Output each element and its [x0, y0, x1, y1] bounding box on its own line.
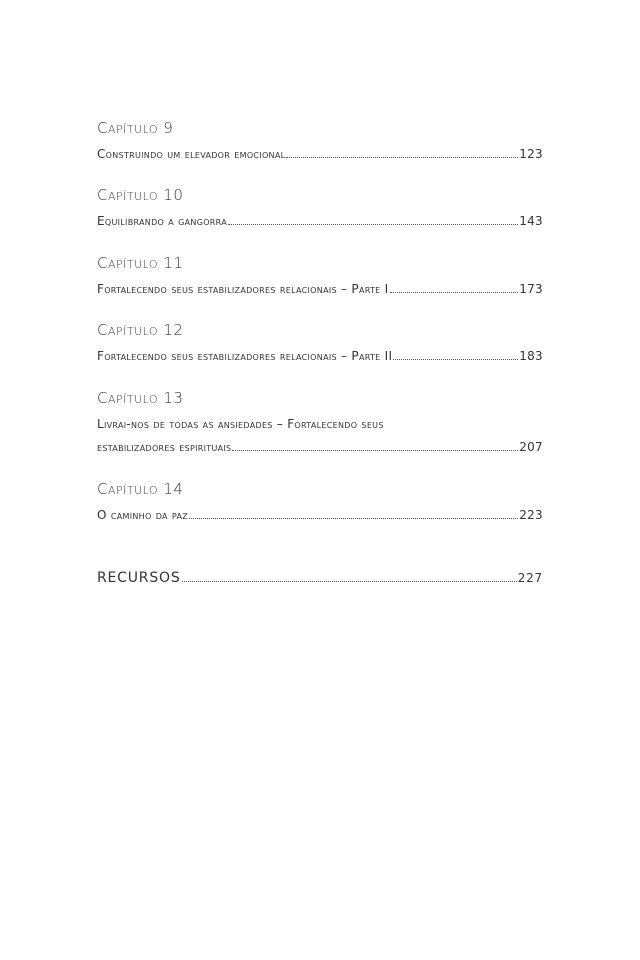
- dot-leader: [286, 156, 518, 158]
- chapter-13: [97, 389, 543, 455]
- chapter-12: [97, 321, 543, 364]
- dot-leader: [232, 449, 518, 451]
- entry-title: Fortalecendo seus estabilizadores relacionais – Parte II: [97, 349, 393, 363]
- toc-entry[interactable]: [97, 348, 543, 364]
- toc-entry[interactable]: [97, 146, 543, 162]
- dot-leader: [390, 291, 519, 293]
- toc-entry-resources[interactable]: [97, 570, 543, 586]
- dot-leader: [228, 223, 518, 225]
- dot-leader: [393, 358, 518, 360]
- dot-leader: [182, 580, 517, 582]
- chapter-heading: Capítulo 12: [97, 321, 184, 339]
- entry-title: Construindo um elevador emocional: [97, 147, 286, 161]
- chapter-heading: Capítulo 13: [97, 389, 184, 407]
- toc-entry[interactable]: [97, 281, 543, 297]
- page-number: 183: [519, 349, 543, 363]
- page-number: 143: [519, 214, 543, 228]
- entry-title: Fortalecendo seus estabilizadores relacionais – Parte I: [97, 282, 389, 296]
- chapter-14: [97, 480, 543, 523]
- page-number: 227: [517, 571, 543, 585]
- resources-title: RECURSOS: [97, 570, 181, 586]
- chapter-heading: Capítulo 9: [97, 119, 174, 137]
- chapter-heading: Capítulo 10: [97, 186, 184, 204]
- dot-leader: [189, 517, 518, 519]
- page-number: 207: [519, 440, 543, 454]
- chapter-heading: Capítulo 11: [97, 254, 184, 272]
- entry-title: Equilibrando a gangorra: [97, 214, 227, 228]
- chapter-9: [97, 119, 543, 162]
- chapter-10: [97, 186, 543, 229]
- chapter-heading: Capítulo 14: [97, 480, 184, 498]
- page-number: 223: [519, 508, 543, 522]
- toc-entry[interactable]: [97, 439, 543, 455]
- toc-entry[interactable]: [97, 507, 543, 523]
- toc-entry[interactable]: [97, 213, 543, 229]
- page-number: 123: [519, 147, 543, 161]
- toc-entry-line-1[interactable]: Livrai-nos de todas as ansiedades – Fortalecendo seus: [97, 417, 384, 431]
- entry-title: O caminho da paz: [97, 508, 189, 522]
- chapter-11: [97, 254, 543, 297]
- page-number: 173: [519, 282, 543, 296]
- entry-title: estabilizadores espirituais: [97, 440, 232, 454]
